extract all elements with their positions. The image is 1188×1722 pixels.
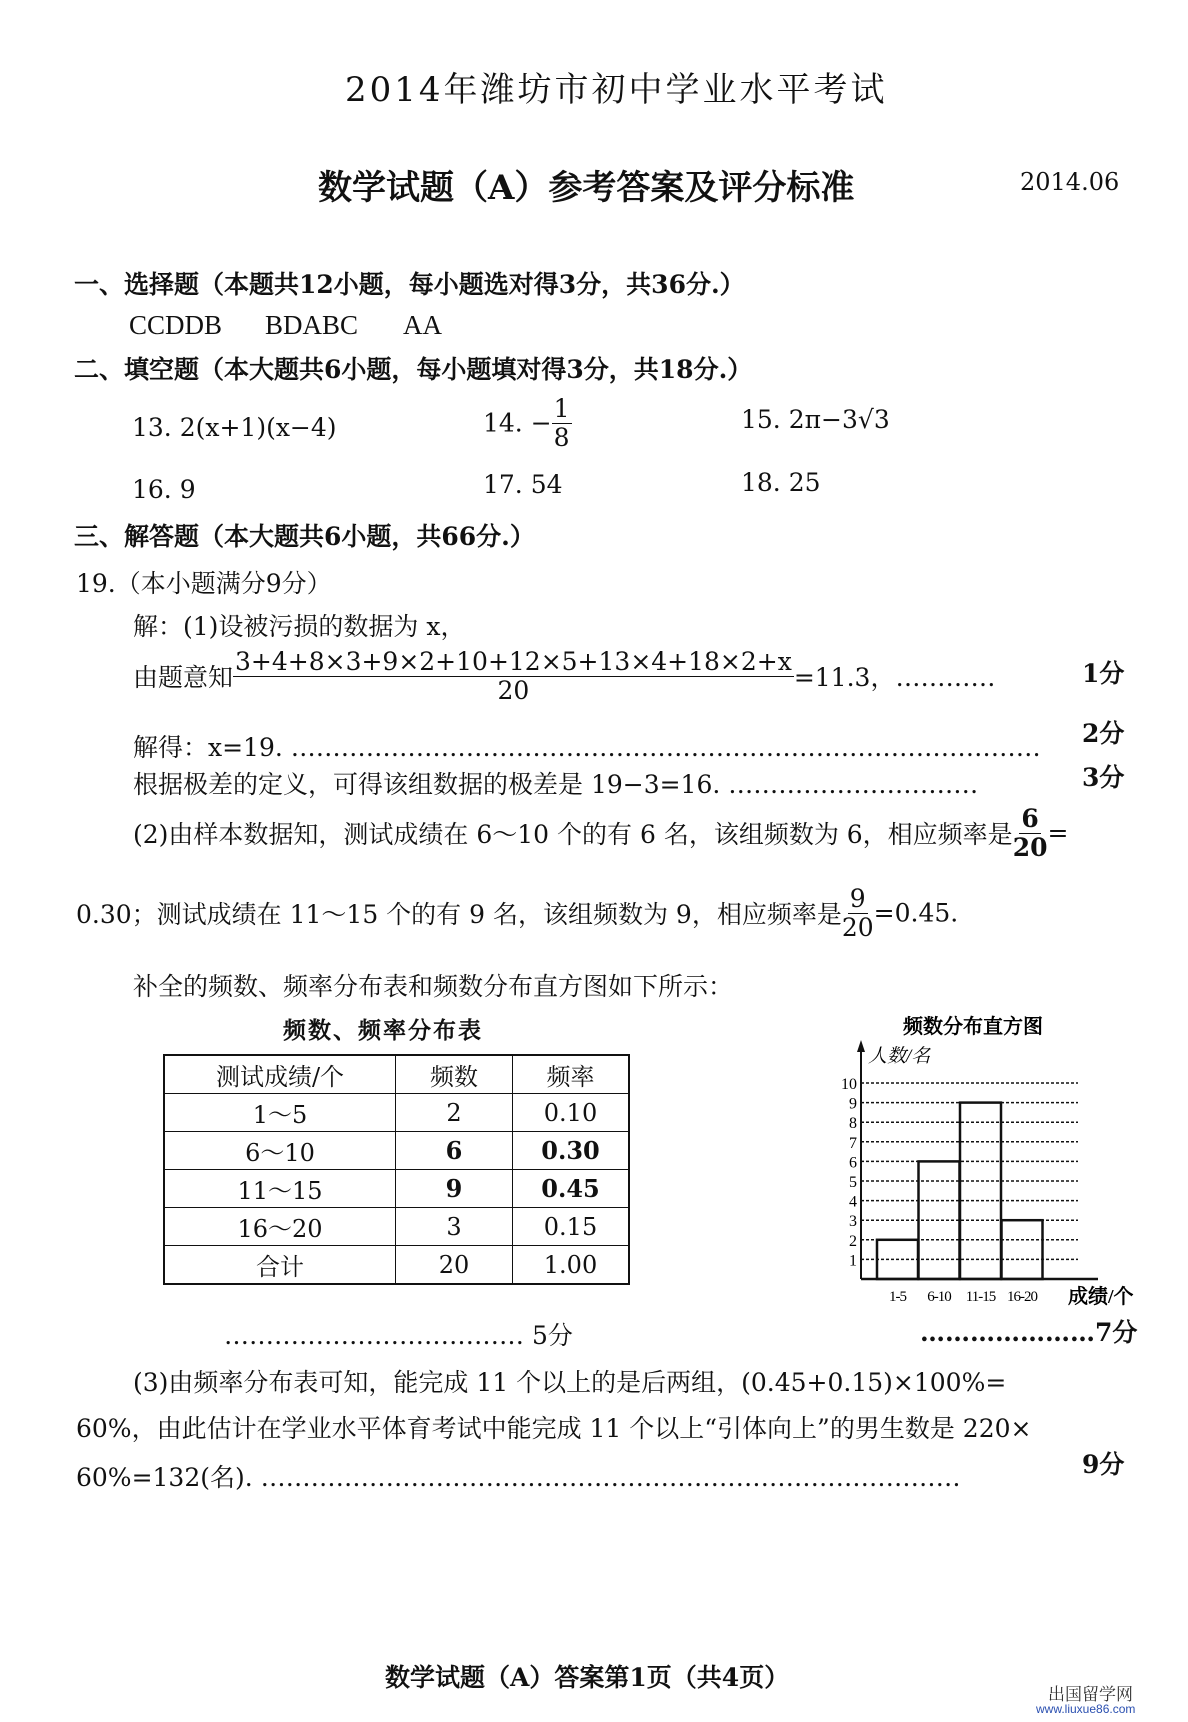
histogram [820, 1000, 1134, 1320]
fraction [233, 648, 794, 704]
section-3-heading: 三、解答题（本大题共6小题，共66分.） [74, 522, 535, 551]
answer-group-2: BDABC [265, 310, 359, 340]
solution-line-8: (3)由频率分布表可知，能完成 11 个以上的是后两组，(0.45+0.15)×100%= [133, 1368, 1007, 1397]
table-title: 频数、频率分布表 [283, 1017, 483, 1044]
x-tick-label: 11-15 [965, 1289, 996, 1305]
text: = [1047, 818, 1069, 848]
answer-group-1: CCDDB [129, 310, 223, 340]
footer-page: 数学试题（A）答案第1页（共4页） [385, 1663, 790, 1692]
solution-line-3: 解得：x=19. ……………………………………………………………………………… [133, 733, 1041, 762]
x-tick-label: 1-5 [889, 1289, 906, 1305]
table-row [164, 1246, 629, 1285]
section-2-heading: 二、填空题（本大题共6小题，每小题填对得3分，共18分.） [74, 355, 753, 384]
y-tick-label: 5 [849, 1174, 857, 1191]
answer-14 [483, 395, 572, 451]
table-header-row [164, 1055, 629, 1094]
exam-title: 2014年潍坊市初中学业水平考试 [345, 70, 888, 110]
doc-title: 数学试题（A）参考答案及评分标准 [318, 168, 855, 208]
section-1-heading: 一、选择题（本题共12小题，每小题选对得3分，共36分.） [74, 270, 745, 299]
answer-14-label: 14. − [483, 408, 552, 438]
score-5: ……………………………… 5分 [224, 1321, 573, 1350]
cell: 3 [396, 1208, 513, 1246]
cell: 1.00 [513, 1246, 630, 1285]
solution-line-1: 解：(1)设被污损的数据为 x， [133, 612, 466, 641]
numerator: 9 [849, 884, 866, 913]
answer-group-3: AA [403, 310, 442, 340]
answer-15: 15. 2π−3√3 [741, 405, 890, 434]
cell: 0.10 [513, 1094, 630, 1132]
cell: 16～20 [164, 1208, 396, 1246]
date: 2014.06 [1020, 168, 1120, 196]
cell: 6 [396, 1132, 513, 1170]
text: =0.45. [873, 898, 959, 928]
cell: 20 [396, 1246, 513, 1285]
watermark-url: www.liuxue86.com [1036, 1702, 1136, 1716]
header-score: 测试成绩/个 [164, 1055, 396, 1094]
y-tick-label: 8 [849, 1115, 857, 1133]
fraction [1013, 805, 1048, 861]
chart-title: 频数分布直方图 [903, 1016, 1043, 1038]
score-9: 9分 [1082, 1450, 1125, 1479]
cell: 1～5 [164, 1094, 396, 1132]
solution-line-2 [133, 648, 995, 704]
x-tick-label: 6-10 [927, 1289, 951, 1305]
histogram-bar [960, 1103, 1001, 1279]
answer-17: 17. 54 [483, 470, 563, 499]
solution-line-10: 60%=132(名). ………………………………………………………………………… [76, 1463, 961, 1492]
header-count: 频数 [396, 1055, 513, 1094]
y-tick-label: 10 [841, 1076, 857, 1093]
table-row [164, 1132, 629, 1170]
answer-13: 13. 2(x+1)(x−4) [132, 413, 337, 442]
score-1: 1分 [1082, 659, 1125, 688]
answer-18: 18. 25 [741, 468, 821, 497]
cell: 6～10 [164, 1132, 396, 1170]
score-2: 2分 [1082, 719, 1125, 748]
denominator: 20 [497, 675, 530, 705]
table-row [164, 1094, 629, 1132]
solution-line-9: 60%，由此估计在学业水平体育考试中能完成 11 个以上“引体向上”的男生数是 220× [76, 1414, 1032, 1443]
cell: 0.45 [513, 1170, 630, 1208]
denominator: 20 [1012, 832, 1048, 862]
cell: 11～15 [164, 1170, 396, 1208]
fraction [842, 885, 874, 941]
solution-line-4: 根据极差的定义，可得该组数据的极差是 19−3=16. ………………………… [133, 770, 979, 799]
y-tick-label: 9 [849, 1095, 857, 1113]
y-tick-label: 3 [849, 1213, 857, 1231]
y-tick-label: 6 [849, 1154, 857, 1172]
y-axis-arrow-icon [857, 1040, 865, 1052]
numerator: 1 [553, 394, 570, 423]
fraction [552, 395, 572, 451]
text: =11.3，………… [793, 663, 996, 692]
solution-line-7: 补全的频数、频率分布表和频数分布直方图如下所示： [133, 972, 734, 1001]
table-row [164, 1170, 629, 1208]
cell: 合计 [164, 1246, 396, 1285]
cell: 2 [396, 1094, 513, 1132]
denominator: 20 [841, 912, 874, 942]
y-tick-label: 4 [849, 1193, 857, 1211]
score-3: 3分 [1082, 763, 1125, 792]
cell: 0.15 [513, 1208, 630, 1246]
y-tick-label: 7 [849, 1134, 857, 1152]
y-axis-label: 人数/名 [868, 1046, 931, 1067]
header-frequency: 频率 [513, 1055, 630, 1094]
histogram-bar [1002, 1220, 1043, 1279]
denominator: 8 [553, 422, 570, 452]
score-7: …………………7分 [920, 1318, 1138, 1347]
numerator: 3+4+8×3+9×2+10+12×5+13×4+18×2+x [235, 647, 792, 676]
answer-16: 16. 9 [132, 475, 196, 504]
q19-title: 19.（本小题满分9分） [76, 569, 332, 598]
solution-line-5 [133, 805, 1068, 861]
text: 0.30；测试成绩在 11～15 个的有 9 名，该组频数为 9，相应频率是 [76, 900, 842, 929]
x-tick-label: 16-20 [1007, 1289, 1037, 1305]
text: (2)由样本数据知，测试成绩在 6～10 个的有 6 名，该组频数为 6，相应频率是 [133, 820, 1013, 849]
solution-line-6 [76, 885, 958, 941]
frequency-table [163, 1054, 630, 1285]
x-axis-label: 成绩/个 [1068, 1286, 1134, 1308]
numerator: 6 [1021, 804, 1039, 833]
y-tick-label: 1 [849, 1252, 857, 1270]
text: 由题意知 [133, 663, 234, 692]
cell: 9 [396, 1170, 513, 1208]
cell: 0.30 [513, 1132, 630, 1170]
watermark-name: 出国留学网 [1048, 1685, 1133, 1705]
table-row [164, 1208, 629, 1246]
y-tick-label: 2 [849, 1232, 857, 1250]
